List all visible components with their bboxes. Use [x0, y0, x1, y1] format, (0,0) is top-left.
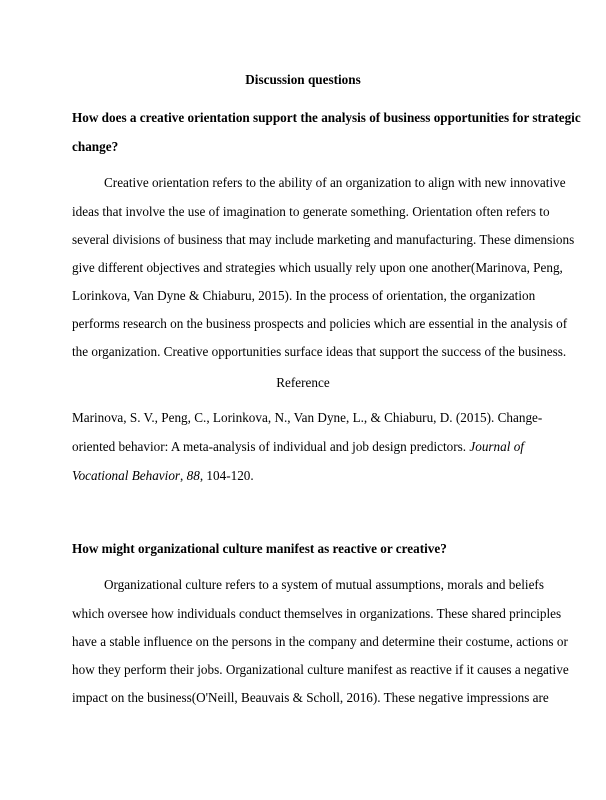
reference-line-1: Marinova, S. V., Peng, C., Lorinkova, N., Van Dyne, L., & Chiaburu, D. (2015). Change- [72, 410, 543, 425]
paragraph-1-line: performs research on the business prospects and policies which are essential in the analysis of [72, 316, 568, 331]
paragraph-2-line: how they perform their jobs. Organizational culture manifest as reactive if it causes a negative [72, 662, 569, 677]
reference-volume: 88 [186, 468, 200, 483]
question-1-line-2: change? [72, 139, 119, 154]
paragraph-2-line: Organizational culture refers to a system of mutual assumptions, morals and beliefs [104, 577, 544, 592]
paragraph-1-line: ideas that involve the use of imagination to generate something. Orientation often refers to [72, 204, 550, 219]
reference-journal-title: Vocational Behavior [72, 468, 181, 483]
reference-line-3 [72, 468, 254, 484]
paragraph-1-line: several divisions of business that may include marketing and manufacturing. These dimensions [72, 232, 575, 247]
question-2: How might organizational culture manifest as reactive or creative? [72, 541, 447, 556]
reference-text: oriented behavior: A meta-analysis of individual and job design predictors. [72, 439, 470, 454]
reference-text: , [180, 468, 187, 483]
reference-journal-title: Journal of [469, 439, 524, 454]
paragraph-2-line: which oversee how individuals conduct themselves in organizations. These shared principles [72, 606, 562, 621]
paragraph-1-line: give different objectives and strategies which usually rely upon one another(Marinova, Peng, [72, 260, 563, 275]
reference-line-2 [72, 439, 524, 455]
paragraph-1-line: Lorinkova, Van Dyne & Chiaburu, 2015). In the process of orientation, the organization [72, 288, 536, 303]
question-1-line-1: How does a creative orientation support the analysis of business opportunities for strategic [72, 110, 581, 125]
paragraph-1-line: Creative orientation refers to the ability of an organization to align with new innovative [104, 175, 566, 190]
reference-heading: Reference [276, 375, 330, 390]
paragraph-2-line: impact on the business(O'Neill, Beauvais & Scholl, 2016). These negative impressions are [72, 690, 549, 705]
paragraph-1-line: the organization. Creative opportunities surface ideas that support the success of the business. [72, 344, 567, 359]
paragraph-2-line: have a stable influence on the persons in the company and determine their costume, actions or [72, 634, 568, 649]
reference-pages: , 104-120. [199, 468, 254, 483]
document-heading: Discussion questions [245, 72, 361, 87]
